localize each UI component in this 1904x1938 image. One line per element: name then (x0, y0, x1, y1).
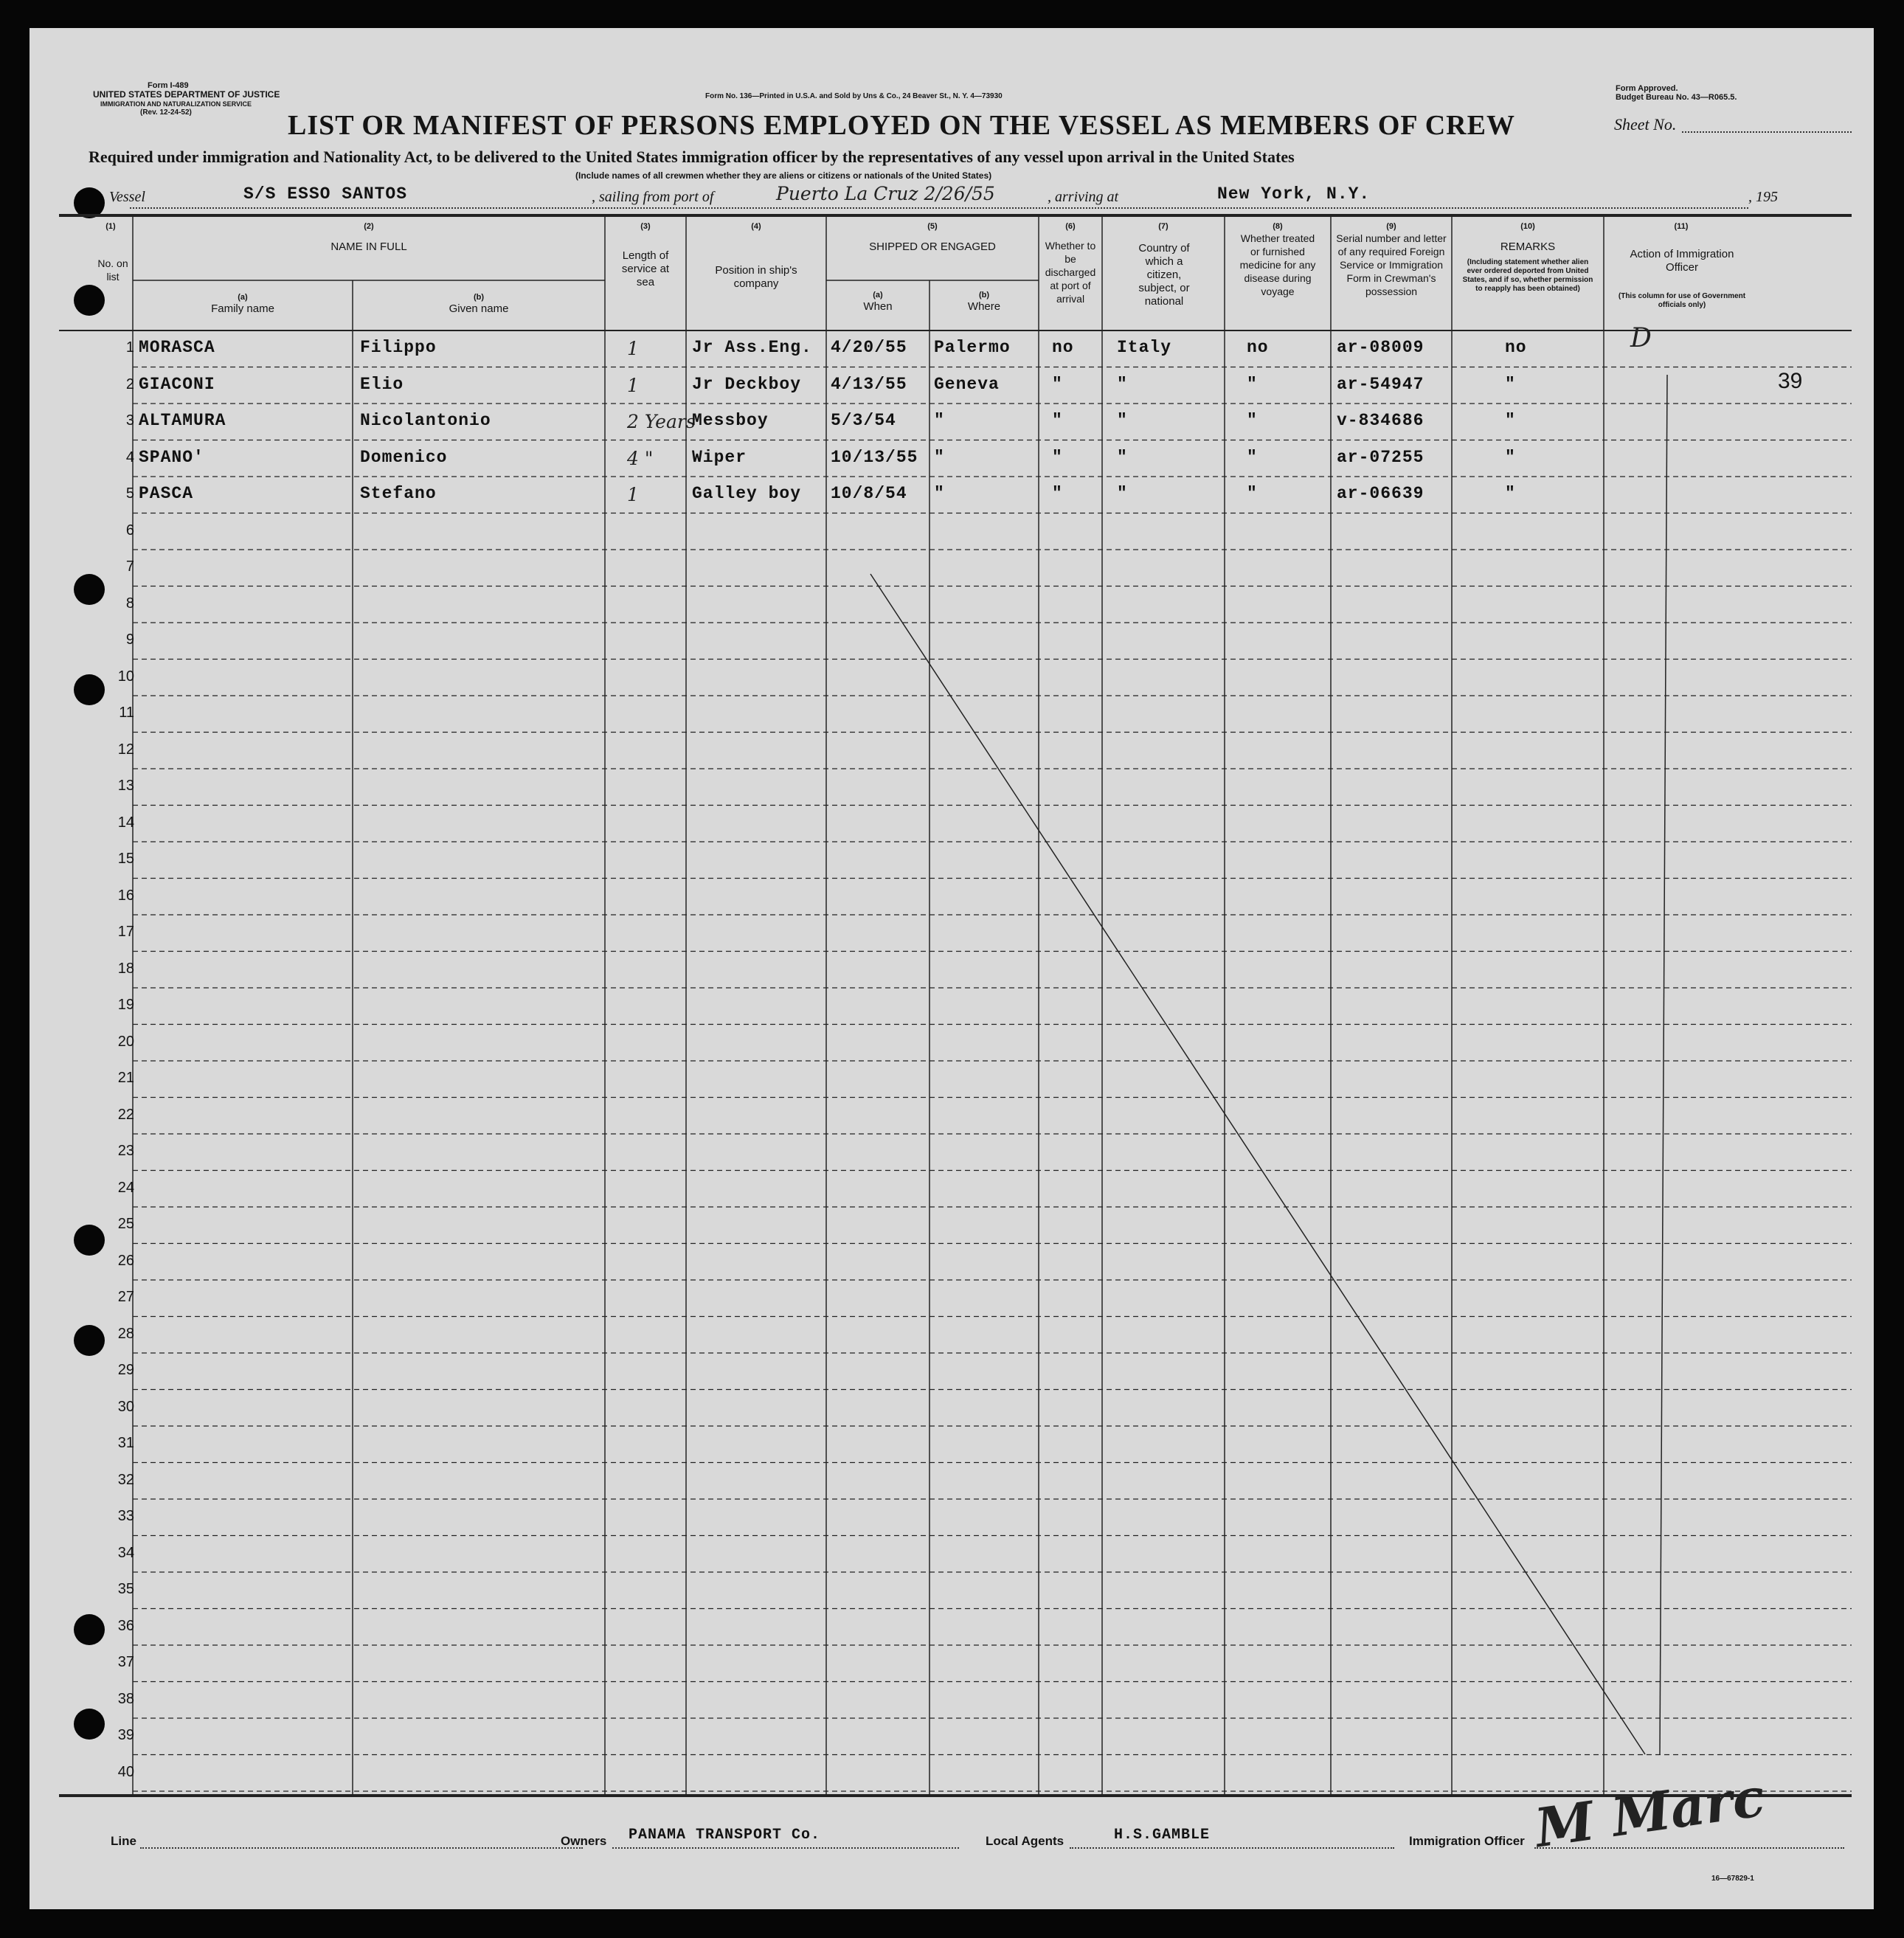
col3-num: (3) (640, 222, 651, 231)
owners-rule (612, 1847, 959, 1849)
shipped-date-cell: 4/20/55 (831, 338, 907, 357)
col11-label: Action of Immigration Officer (1630, 248, 1734, 274)
printer-note: Form No. 136—Printed in U.S.A. and Sold by Uns & Co., 24 Beaver St., N. Y. 4—73930 (705, 92, 1003, 100)
department-name: UNITED STATES DEPARTMENT OF JUSTICE (93, 89, 280, 100)
row-number: 11 (119, 705, 134, 721)
officer-mark: D (1630, 323, 1652, 353)
col10-note: (Including statement whether alien ever ordered deported from United States, and if so, whether permission to reapply has been obtained) (1462, 258, 1593, 293)
given-name-cell: Elio (360, 374, 404, 394)
agents-rule (1070, 1847, 1394, 1849)
col2a-label: Family name (211, 302, 274, 315)
col7-label: Country of which a citizen, subject, or national (1138, 242, 1190, 308)
shipped-place-cell: Palermo (934, 338, 1011, 357)
service-length-cell: 1 (627, 338, 639, 359)
country-cell: " (1117, 447, 1128, 467)
row-number: 28 (117, 1325, 134, 1342)
treated-cell: " (1247, 411, 1258, 430)
row-number: 12 (117, 741, 134, 758)
country-cell: Italy (1117, 338, 1172, 357)
given-name-cell: Filippo (360, 338, 437, 357)
row-number: 21 (117, 1070, 134, 1086)
family-name-cell: PASCA (139, 484, 194, 503)
serial-number-cell: ar-07255 (1337, 447, 1424, 467)
revision-date: (Rev. 12-24-52) (140, 108, 192, 117)
position-cell: Galley boy (692, 484, 802, 503)
position-cell: Jr Ass.Eng. (692, 338, 812, 357)
row-number: 7 (125, 558, 134, 575)
position-cell: Wiper (692, 447, 747, 467)
row-number: 26 (117, 1252, 134, 1269)
budget-bureau: Budget Bureau No. 43—R065.5. (1616, 93, 1737, 102)
row-number: 32 (117, 1471, 134, 1488)
col4-label: Position in ship's company (715, 264, 797, 290)
discharged-cell: " (1052, 411, 1063, 430)
row-number: 6 (125, 522, 134, 539)
row-number: 29 (117, 1362, 134, 1378)
row-number: 4 (125, 449, 134, 466)
col7-num: (7) (1158, 222, 1169, 231)
row-number: 39 (117, 1727, 134, 1743)
service-length-cell: 1 (627, 374, 639, 396)
remarks-cell: " (1505, 447, 1516, 467)
officer-label: Immigration Officer (1409, 1834, 1525, 1848)
vessel-label: Vessel (109, 189, 145, 205)
row-number: 24 (117, 1179, 134, 1196)
col5b-num: (b) (978, 291, 990, 300)
pencil-strike (870, 574, 1645, 1754)
col10-label: REMARKS (1500, 240, 1556, 253)
manifest-sheet (30, 28, 1874, 1909)
col9-num: (9) (1386, 222, 1396, 231)
family-name-cell: GIACONI (139, 374, 215, 394)
owners-value: PANAMA TRANSPORT Co. (629, 1827, 821, 1844)
family-name-cell: MORASCA (139, 338, 215, 357)
col2-num: (2) (364, 222, 374, 231)
service-name: IMMIGRATION AND NATURALIZATION SERVICE (100, 100, 252, 108)
country-cell: " (1117, 484, 1128, 503)
footer-line-label: Line (111, 1834, 136, 1848)
given-name-cell: Nicolantonio (360, 411, 491, 430)
row-number: 8 (125, 595, 134, 612)
sailing-label: , sailing from port of (592, 189, 714, 205)
row-number: 19 (117, 997, 134, 1013)
agents-value: H.S.GAMBLE (1114, 1827, 1211, 1844)
year-label: , 195 (1748, 189, 1778, 205)
serial-number-cell: ar-06639 (1337, 484, 1424, 503)
discharged-cell: " (1052, 484, 1063, 503)
row-number: 3 (125, 412, 134, 429)
shipped-place-cell: " (934, 411, 945, 430)
sailing-port: Puerto La Cruz 2/26/55 (776, 183, 995, 204)
row-number: 33 (117, 1508, 134, 1524)
shipped-date-cell: 5/3/54 (831, 411, 896, 430)
row-number: 14 (117, 814, 134, 831)
officer-signature: M Marc (1531, 1765, 1769, 1860)
country-cell: " (1117, 411, 1128, 430)
family-name-cell: SPANO' (139, 447, 204, 467)
row-number: 1 (125, 339, 134, 356)
row-number: 25 (117, 1216, 134, 1232)
shipped-date-cell: 4/13/55 (831, 374, 907, 394)
service-length-cell: 2 Years (627, 411, 696, 432)
row-number: 34 (117, 1544, 134, 1561)
owners-label: Owners (561, 1834, 607, 1848)
row-number: 15 (117, 851, 134, 867)
col3-label: Length of service at sea (621, 249, 670, 288)
shipped-date-cell: 10/13/55 (831, 447, 918, 467)
service-length-cell: 1 (627, 484, 639, 505)
row-number: 35 (117, 1581, 134, 1597)
form-approved: Form Approved. (1616, 84, 1678, 93)
col1-num: (1) (105, 222, 116, 231)
col8-label: Whether treated or furnished medicine for any disease during voyage (1239, 232, 1316, 297)
position-cell: Messboy (692, 411, 769, 430)
col4-num: (4) (751, 222, 761, 231)
col9-label: Serial number and letter of any required Foreign Service or Immigration Form in Crewman's possession (1336, 232, 1447, 297)
row-number: 2 (125, 376, 134, 392)
treated-cell: " (1247, 484, 1258, 503)
col6-label: Whether to be discharged at port of arrival (1045, 240, 1096, 305)
row-number: 17 (117, 924, 134, 940)
col2a-num: (a) (238, 293, 248, 302)
remarks-cell: " (1505, 374, 1516, 394)
row-number: 40 (117, 1763, 134, 1780)
serial-number-cell: ar-54947 (1337, 374, 1424, 394)
row-number: 13 (117, 778, 134, 794)
form-number: Form I-489 (148, 81, 189, 90)
row-number: 9 (125, 631, 134, 648)
shipped-place-cell: Geneva (934, 374, 1000, 394)
agents-label: Local Agents (986, 1834, 1064, 1848)
discharged-cell: " (1052, 447, 1063, 467)
row-number: 37 (117, 1654, 134, 1670)
service-length-cell: 4 " (627, 447, 654, 469)
col11-num: (11) (1674, 222, 1689, 231)
form-title: LIST OR MANIFEST OF PERSONS EMPLOYED ON THE VESSEL AS MEMBERS OF CREW (288, 110, 1515, 141)
position-cell: Jr Deckboy (692, 374, 802, 394)
col6-num: (6) (1065, 222, 1076, 231)
arriving-label: , arriving at (1048, 189, 1119, 205)
remarks-cell: " (1505, 484, 1516, 503)
col5a-num: (a) (873, 291, 883, 300)
row-number: 16 (117, 887, 134, 904)
form-code: 16—67829-1 (1711, 1875, 1754, 1883)
row-number: 22 (117, 1106, 134, 1123)
row-number: 20 (117, 1033, 134, 1050)
shipped-place-cell: " (934, 447, 945, 467)
discharged-cell: " (1052, 374, 1063, 394)
form-subtitle: Required under immigration and Nationality Act, to be delivered to the United States immigration officer by the representatives of any vessel upon arrival in the United States (89, 148, 1295, 166)
remarks-cell: no (1505, 338, 1527, 357)
row-number: 5 (125, 485, 134, 502)
shipped-place-cell: " (934, 484, 945, 503)
form-subnote: (Include names of all crewmen whether they are aliens or citizens or nationals of the United States) (575, 170, 992, 181)
sheet-number-label: Sheet No. (1614, 115, 1677, 134)
arrival-port: New York, N.Y. (1217, 184, 1371, 204)
col1-label: No. on list (97, 257, 128, 283)
row-number: 27 (117, 1289, 134, 1305)
margin-count: 39 (1778, 369, 1803, 393)
col5b-label: Where (967, 300, 1001, 313)
row-number: 23 (117, 1143, 134, 1159)
row-number: 38 (117, 1690, 134, 1707)
col10-num: (10) (1520, 222, 1535, 231)
footer-line-rule (140, 1847, 583, 1849)
pencil-vertical (1660, 375, 1667, 1754)
row-number: 31 (117, 1435, 134, 1451)
country-cell: " (1117, 374, 1128, 394)
row-number: 10 (117, 668, 134, 685)
serial-number-cell: ar-08009 (1337, 338, 1424, 357)
given-name-cell: Stefano (360, 484, 437, 503)
remarks-cell: " (1505, 411, 1516, 430)
row-number: 30 (117, 1398, 134, 1415)
given-name-cell: Domenico (360, 447, 448, 467)
treated-cell: " (1247, 374, 1258, 394)
row-number: 36 (117, 1617, 134, 1634)
col8-num: (8) (1273, 222, 1283, 231)
vessel-name: S/S ESSO SANTOS (243, 184, 408, 204)
shipped-date-cell: 10/8/54 (831, 484, 907, 503)
serial-number-cell: v-834686 (1337, 411, 1424, 430)
col5a-label: When (863, 300, 893, 313)
col5-label: SHIPPED OR ENGAGED (869, 240, 996, 253)
treated-cell: " (1247, 447, 1258, 467)
col2b-label: Given name (449, 302, 509, 315)
discharged-cell: no (1052, 338, 1074, 357)
row-number: 18 (117, 960, 134, 977)
treated-cell: no (1247, 338, 1269, 357)
col5-num: (5) (927, 222, 938, 231)
family-name-cell: ALTAMURA (139, 411, 226, 430)
col2-label: NAME IN FULL (330, 240, 407, 253)
col11-note: (This column for use of Government officials only) (1618, 292, 1746, 309)
col2b-num: (b) (473, 293, 485, 302)
